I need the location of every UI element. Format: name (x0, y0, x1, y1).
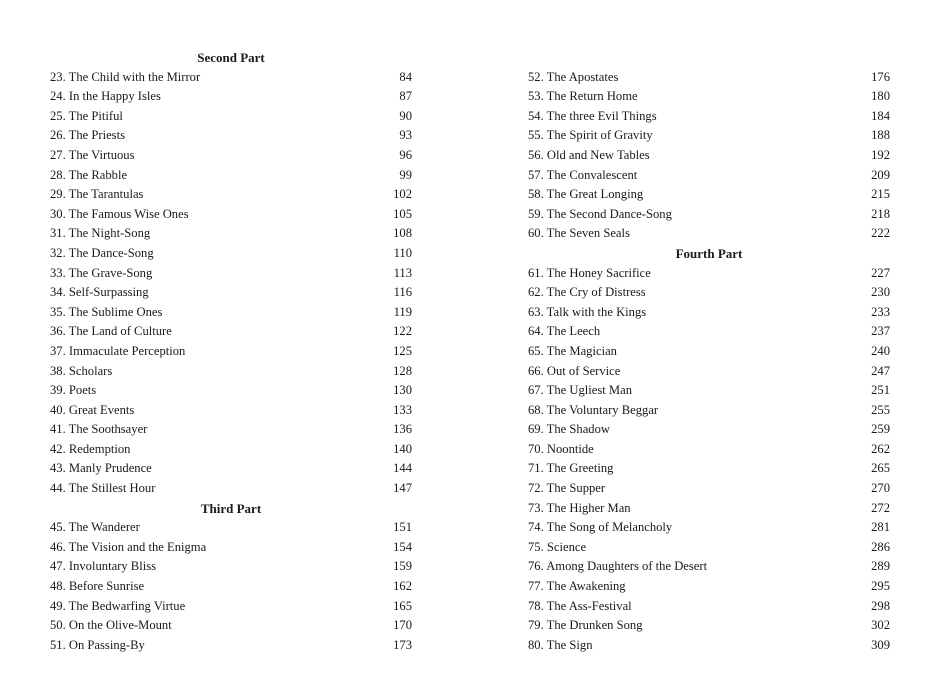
toc-entry-title: 33. The Grave-Song (50, 265, 153, 280)
toc-entry (528, 107, 890, 127)
toc-entry-page-number: 227 (871, 265, 890, 280)
toc-entry-title: 50. On the Olive-Mount (50, 618, 172, 633)
third-part-list (50, 518, 412, 655)
toc-entry-title: 36. The Land of Culture (50, 324, 172, 339)
toc-entry (528, 616, 890, 636)
toc-entry-title: 62. The Cry of Distress (528, 285, 646, 300)
toc-entry (528, 126, 890, 146)
toc-entry-page-number: 130 (393, 383, 412, 398)
toc-entry-page-number: 108 (393, 226, 412, 241)
toc-entry (528, 322, 890, 342)
toc-entry-title: 77. The Awakening (528, 579, 626, 594)
toc-entry-page-number: 122 (393, 324, 412, 339)
toc-entry-page-number: 255 (871, 402, 890, 417)
toc-entry-page-number: 173 (393, 637, 412, 652)
toc-entry (50, 322, 412, 342)
toc-entry-page-number: 270 (871, 481, 890, 496)
toc-entry-title: 26. The Priests (50, 128, 125, 143)
toc-entry-page-number: 298 (871, 598, 890, 613)
toc-entry-title: 32. The Dance-Song (50, 245, 154, 260)
toc-entry-title: 24. In the Happy Isles (50, 89, 161, 104)
toc-entry (528, 362, 890, 382)
toc-entry (528, 342, 890, 362)
toc-entry-page-number: 154 (393, 539, 412, 554)
toc-entry (50, 303, 412, 323)
fourth-part-list (528, 264, 890, 656)
toc-entry-page-number: 151 (393, 520, 412, 535)
toc-entry (528, 146, 890, 166)
toc-entry-title: 44. The Stillest Hour (50, 481, 156, 496)
toc-entry-title: 43. Manly Prudence (50, 461, 152, 476)
toc-entry (50, 362, 412, 382)
toc-entry-title: 58. The Great Longing (528, 187, 644, 202)
toc-entry-title: 65. The Magician (528, 343, 617, 358)
toc-entry (528, 68, 890, 88)
toc-entry (50, 87, 412, 107)
toc-entry (50, 636, 412, 656)
toc-entry (528, 440, 890, 460)
toc-entry-title: 59. The Second Dance-Song (528, 206, 672, 221)
toc-entry-page-number: 259 (871, 422, 890, 437)
toc-entry-page-number: 144 (393, 461, 412, 476)
toc-entry (528, 381, 890, 401)
toc-entry (528, 401, 890, 421)
toc-entry (50, 107, 412, 127)
toc-entry-title: 75. Science (528, 539, 587, 554)
toc-entry-page-number: 188 (871, 128, 890, 143)
toc-entry-title: 25. The Pitiful (50, 108, 123, 123)
toc-entry-page-number: 295 (871, 579, 890, 594)
toc-entry-title: 73. The Higher Man (528, 500, 631, 515)
toc-entry-page-number: 286 (871, 539, 890, 554)
toc-entry-page-number: 105 (393, 206, 412, 221)
toc-entry-page-number: 96 (399, 147, 412, 162)
toc-entry (528, 87, 890, 107)
toc-entry-page-number: 265 (871, 461, 890, 476)
toc-entry-page-number: 272 (871, 500, 890, 515)
section-heading-second-part: Second Part (197, 50, 265, 65)
toc-entry (528, 283, 890, 303)
toc-entry (528, 264, 890, 284)
right-column-top-spacer (528, 48, 890, 68)
toc-entry-title: 61. The Honey Sacrifice (528, 265, 651, 280)
toc-entry (528, 557, 890, 577)
toc-entry-page-number: 87 (399, 89, 412, 104)
toc-entry-title: 51. On Passing-By (50, 637, 145, 652)
toc-entry-page-number: 99 (399, 167, 412, 182)
toc-entry-title: 34. Self-Surpassing (50, 285, 149, 300)
toc-entry-title: 55. The Spirit of Gravity (528, 128, 653, 143)
toc-entry (528, 185, 890, 205)
toc-entry-title: 67. The Ugliest Man (528, 383, 633, 398)
toc-entry-title: 63. Talk with the Kings (528, 304, 647, 319)
toc-entry (528, 420, 890, 440)
toc-entry-title: 39. Poets (50, 383, 97, 398)
toc-entry-page-number: 128 (393, 363, 412, 378)
toc-entry (528, 538, 890, 558)
toc-entry-title: 46. The Vision and the Enigma (50, 539, 207, 554)
section-heading-third-part: Third Part (200, 500, 262, 516)
toc-entry-title: 35. The Sublime Ones (50, 304, 163, 319)
toc-entry-page-number: 240 (871, 343, 890, 358)
toc-entry-page-number: 262 (871, 441, 890, 456)
toc-entry (528, 205, 890, 225)
toc-entry (528, 577, 890, 597)
toc-entry (50, 597, 412, 617)
toc-entry (50, 440, 412, 460)
toc-entry (50, 244, 412, 264)
right-column (528, 48, 890, 655)
toc-entry (50, 538, 412, 558)
toc-entry-title: 23. The Child with the Mirror (50, 69, 201, 84)
toc-entry-title: 47. Involuntary Bliss (50, 559, 156, 574)
toc-entry (528, 303, 890, 323)
toc-entry-title: 72. The Supper (528, 481, 606, 496)
toc-entry-page-number: 289 (871, 559, 890, 574)
toc-entry (50, 381, 412, 401)
toc-entry-title: 27. The Virtuous (50, 147, 135, 162)
toc-entry-page-number: 147 (393, 481, 412, 496)
toc-entry-title: 45. The Wanderer (50, 520, 140, 535)
second-part-list (50, 68, 412, 499)
toc-entry-page-number: 222 (871, 226, 890, 241)
toc-entry (50, 146, 412, 166)
toc-entry-title: 38. Scholars (50, 363, 113, 378)
toc-entry-page-number: 136 (393, 422, 412, 437)
toc-entry (50, 401, 412, 421)
toc-entry-page-number: 170 (393, 618, 412, 633)
toc-entry-page-number: 93 (399, 128, 412, 143)
toc-entry-page-number: 113 (393, 265, 412, 280)
toc-entry-page-number: 233 (871, 304, 890, 319)
toc-entry (528, 479, 890, 499)
toc-entry-title: 60. The Seven Seals (528, 226, 630, 241)
toc-entry-page-number: 184 (871, 108, 890, 123)
toc-entry-page-number: 247 (871, 363, 890, 378)
toc-entry (50, 224, 412, 244)
toc-entry-title: 31. The Night-Song (50, 226, 151, 241)
toc-entry-page-number: 218 (871, 206, 890, 221)
toc-entry-page-number: 251 (871, 383, 890, 398)
toc-entry-page-number: 90 (399, 108, 412, 123)
toc-entry-title: 37. Immaculate Perception (50, 343, 186, 358)
toc-entry-title: 40. Great Events (50, 402, 135, 417)
toc-entry (50, 616, 412, 636)
toc-entry-page-number: 116 (393, 285, 412, 300)
toc-entry (50, 557, 412, 577)
toc-entry (50, 577, 412, 597)
toc-entry-page-number: 309 (871, 637, 890, 652)
toc-entry-page-number: 133 (393, 402, 412, 417)
toc-entry (528, 597, 890, 617)
toc-entry-page-number: 230 (871, 285, 890, 300)
toc-entry-page-number: 192 (871, 147, 890, 162)
toc-entry-title: 56. Old and New Tables (528, 147, 650, 162)
toc-entry (528, 166, 890, 186)
toc-entry-title: 28. The Rabble (50, 167, 128, 182)
toc-entry-page-number: 102 (393, 187, 412, 202)
toc-entry (50, 518, 412, 538)
toc-entry-title: 74. The Song of Melancholy (528, 520, 673, 535)
toc-entry-page-number: 84 (399, 69, 412, 84)
toc-entry (528, 499, 890, 519)
toc-entry-title: 53. The Return Home (528, 89, 638, 104)
toc-entry-title: 30. The Famous Wise Ones (50, 206, 189, 221)
toc-entry-title: 78. The Ass-Festival (528, 598, 632, 613)
section-heading-fourth-part: Fourth Part (675, 245, 743, 261)
toc-entry-page-number: 140 (393, 441, 412, 456)
toc-entry-page-number: 237 (871, 324, 890, 339)
toc-entry-title: 52. The Apostates (528, 69, 619, 84)
toc-entry-page-number: 110 (393, 245, 412, 260)
toc-entry-page-number: 180 (871, 89, 890, 104)
toc-entry-title: 54. The three Evil Things (528, 108, 657, 123)
toc-entry-title: 71. The Greeting (528, 461, 614, 476)
toc-entry-page-number: 159 (393, 559, 412, 574)
toc-entry-title: 68. The Voluntary Beggar (528, 402, 659, 417)
toc-entry-page-number: 125 (393, 343, 412, 358)
toc-entry (528, 459, 890, 479)
toc-entry (50, 420, 412, 440)
toc-entry-page-number: 302 (871, 618, 890, 633)
toc-entry (528, 224, 890, 244)
toc-entry-page-number: 176 (871, 69, 890, 84)
toc-entry (50, 166, 412, 186)
toc-entry (50, 459, 412, 479)
toc-entry-title: 70. Noontide (528, 441, 594, 456)
toc-entry-title: 41. The Soothsayer (50, 422, 148, 437)
toc-entry (528, 518, 890, 538)
toc-entry-title: 57. The Convalescent (528, 167, 638, 182)
toc-entry (50, 283, 412, 303)
toc-entry-title: 66. Out of Service (528, 363, 621, 378)
left-column (50, 48, 412, 655)
toc-entry-title: 76. Among Daughters of the Desert (528, 559, 708, 574)
toc-entry-title: 69. The Shadow (528, 422, 610, 437)
toc-entry-page-number: 162 (393, 579, 412, 594)
toc-entry (528, 636, 890, 656)
toc-entry-title: 48. Before Sunrise (50, 579, 145, 594)
toc-entry (50, 126, 412, 146)
toc-entry-page-number: 119 (393, 304, 412, 319)
toc-entry (50, 479, 412, 499)
toc-entry-title: 79. The Drunken Song (528, 618, 643, 633)
toc-entry-title: 42. Redemption (50, 441, 131, 456)
toc-entry-title: 29. The Tarantulas (50, 187, 144, 202)
toc-entry (50, 264, 412, 284)
toc-entry (50, 342, 412, 362)
toc-entry (50, 68, 412, 88)
third-part-continued-list (528, 68, 890, 244)
toc-entry-page-number: 215 (871, 187, 890, 202)
toc-entry-page-number: 281 (871, 520, 890, 535)
toc-entry (50, 205, 412, 225)
toc-entry-title: 80. The Sign (528, 637, 593, 652)
toc-entry-page-number: 165 (393, 598, 412, 613)
toc-entry (50, 185, 412, 205)
toc-entry-page-number: 209 (871, 167, 890, 182)
toc-entry-title: 49. The Bedwarfing Virtue (50, 598, 186, 613)
toc-entry-title: 64. The Leech (528, 324, 601, 339)
